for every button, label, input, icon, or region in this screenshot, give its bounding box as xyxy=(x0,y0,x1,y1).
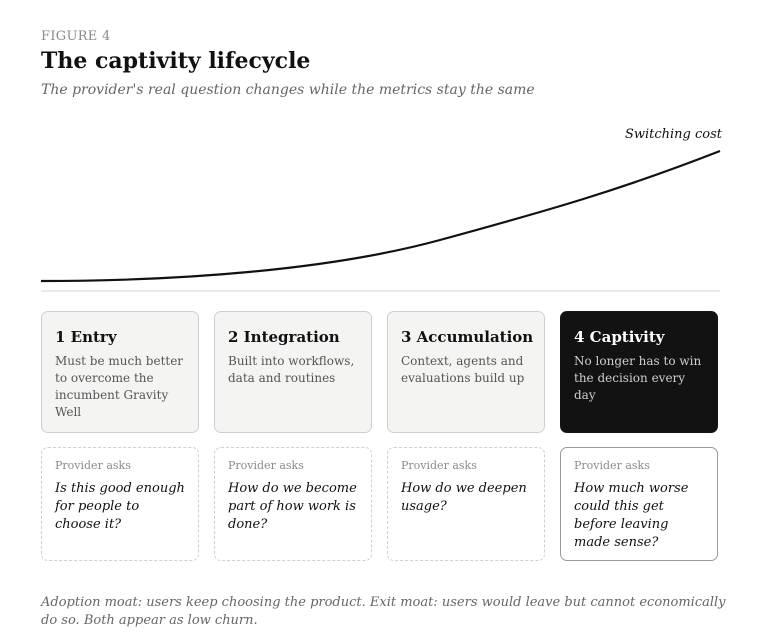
provider-asks-label: Provider asks xyxy=(55,459,131,472)
provider-asks-label: Provider asks xyxy=(574,459,650,472)
provider-question: Is this good enough for people to choose it? xyxy=(55,481,185,532)
provider-question: How do we deepen usage? xyxy=(401,481,527,514)
stage-name: 2 Integration xyxy=(228,328,340,346)
provider-asks-label: Provider asks xyxy=(228,459,304,472)
provider-ask-card-accumulation xyxy=(387,447,545,561)
stage-description: No longer has to win the decision every day xyxy=(574,354,702,402)
provider-ask-card-entry xyxy=(41,447,199,561)
figure-subtitle: The provider's real question changes while the metrics stay the same xyxy=(41,82,535,98)
switching-cost-curve xyxy=(41,151,720,281)
provider-question: How do we become part of how work is done? xyxy=(228,481,357,532)
stage-name: 3 Accumulation xyxy=(401,328,534,346)
stage-description: Must be much better to overcome the incumbent Gravity Well xyxy=(55,354,184,419)
figure-caption: Adoption moat: users keep choosing the product. Exit moat: users would leave but cannot economically do so. Both appear as low churn. xyxy=(41,595,726,628)
provider-question: How much worse could this get before leaving made sense? xyxy=(574,481,689,550)
switching-cost-chart xyxy=(0,120,761,300)
stage-card-accumulation xyxy=(387,311,545,433)
provider-asks-label: Provider asks xyxy=(401,459,477,472)
stage-description: Built into workflows, data and routines xyxy=(228,354,355,385)
stage-name: 4 Captivity xyxy=(574,328,665,346)
figure-title: The captivity lifecycle xyxy=(41,48,311,74)
provider-ask-card-integration xyxy=(214,447,372,561)
figure-label: FIGURE 4 xyxy=(41,29,111,44)
provider-ask-card-captivity xyxy=(560,447,718,561)
stage-card-integration xyxy=(214,311,372,433)
stage-description: Context, agents and evaluations build up xyxy=(401,354,525,385)
stage-name: 1 Entry xyxy=(55,328,117,346)
stage-card-entry xyxy=(41,311,199,433)
curve-label: Switching cost xyxy=(624,127,722,142)
stage-card-captivity xyxy=(560,311,718,433)
